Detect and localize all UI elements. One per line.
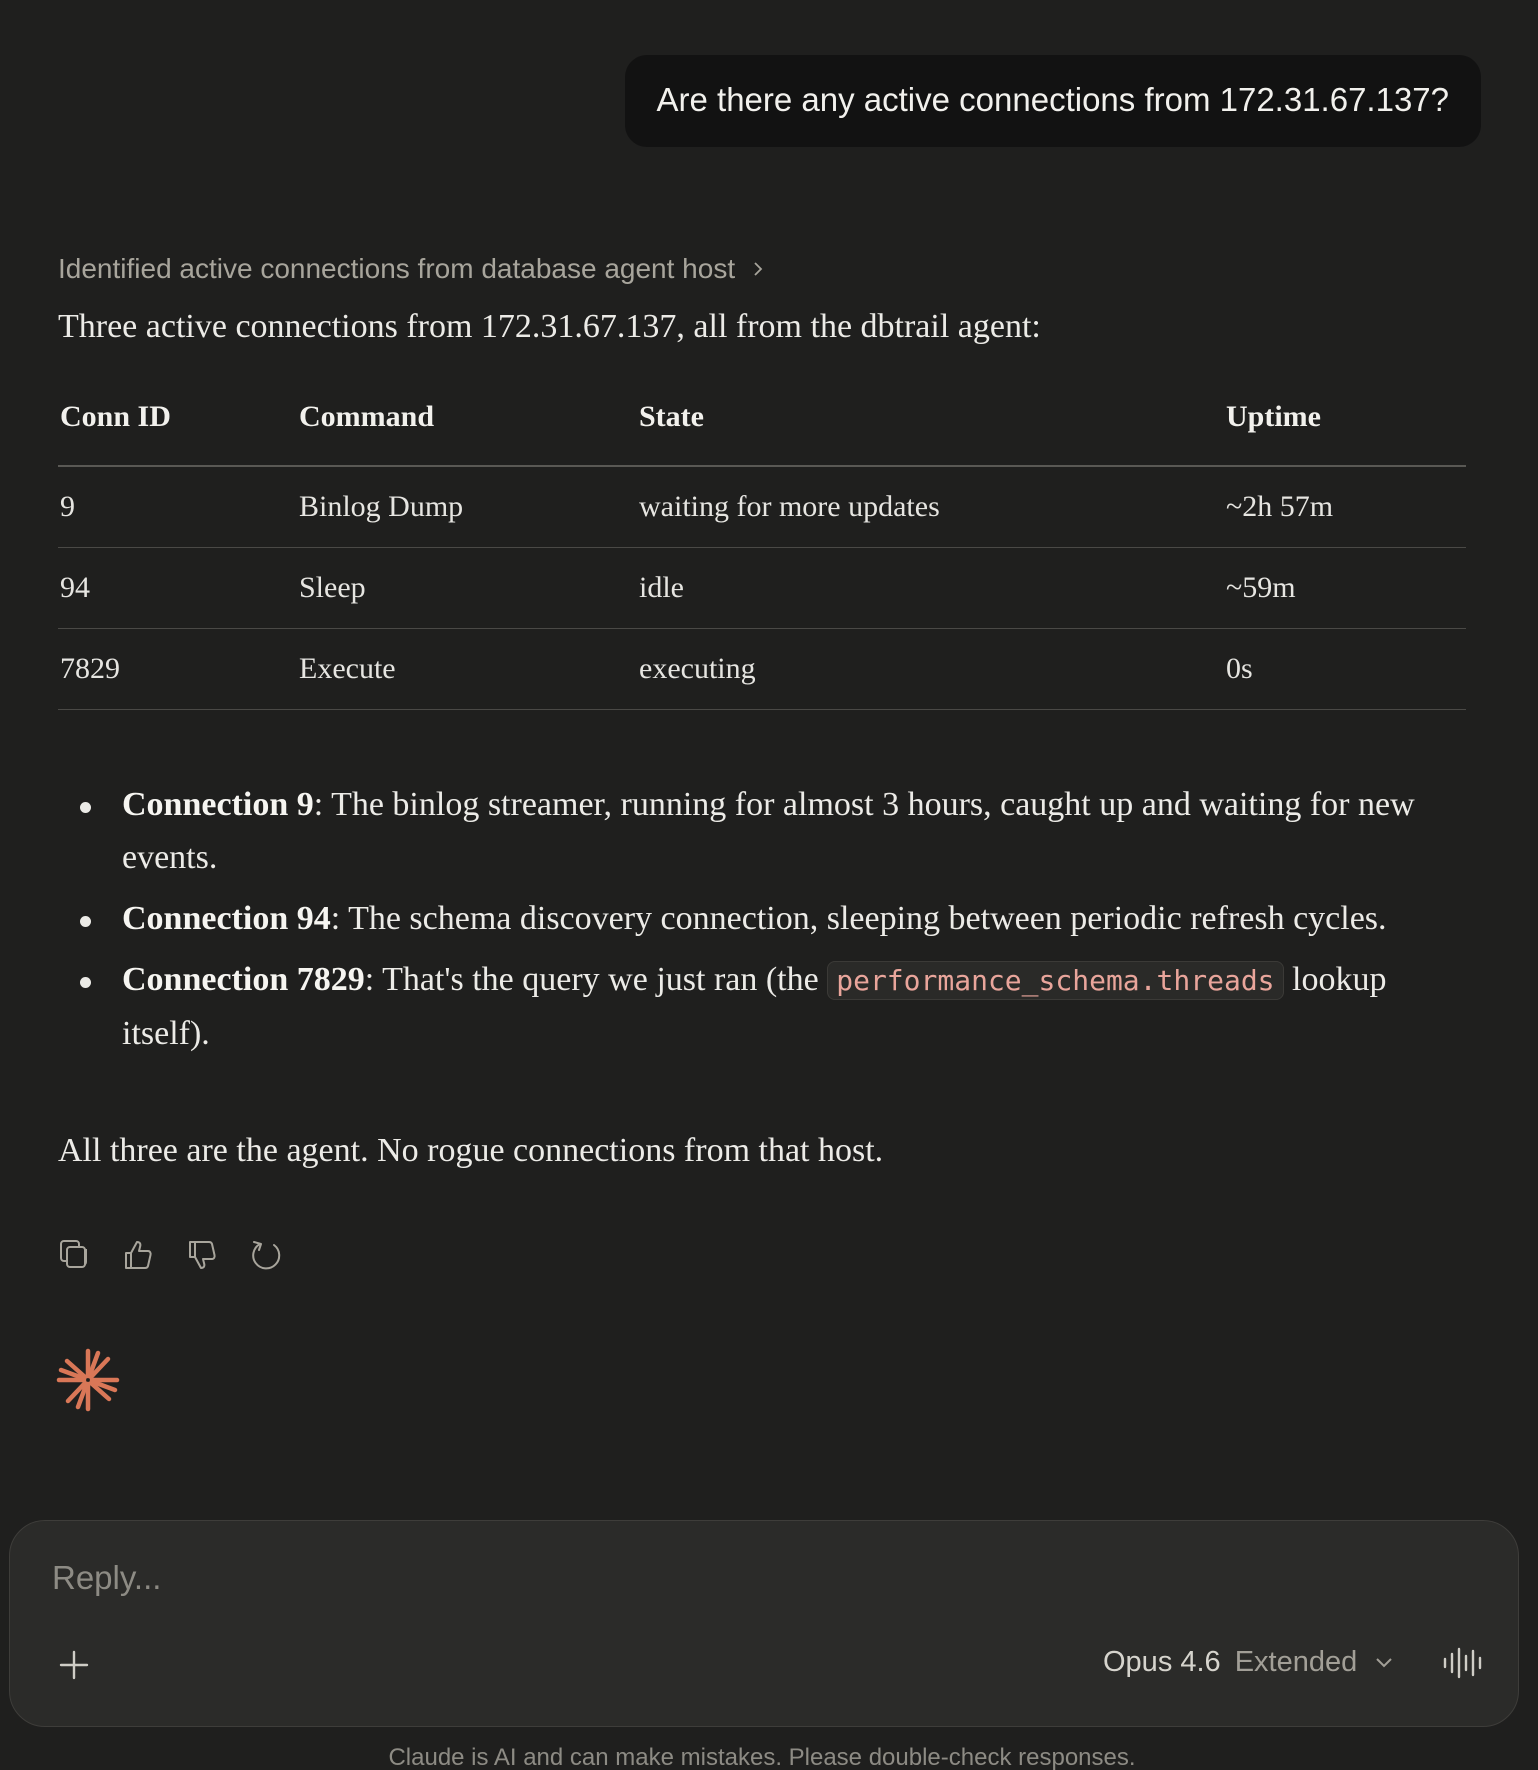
table-row: [58, 547, 1466, 628]
inline-code: performance_schema.threads: [827, 961, 1283, 1000]
reply-composer: [9, 1520, 1519, 1727]
connections-table: [58, 386, 1466, 710]
claude-spark-icon: [56, 1348, 120, 1412]
cell-conn-id: 7829: [58, 628, 299, 709]
model-name: Opus 4.6: [1103, 1646, 1221, 1678]
retry-icon[interactable]: [250, 1238, 282, 1272]
note-text: : The schema discovery connection, sleeping between periodic refresh cycles.: [330, 899, 1387, 937]
note-label: Connection 94: [122, 899, 331, 937]
cell-state: waiting for more updates: [639, 466, 1226, 547]
connection-notes-list: [58, 778, 1468, 1060]
copy-icon[interactable]: [58, 1238, 90, 1272]
cell-conn-id: 9: [58, 466, 299, 547]
thinking-summary-toggle[interactable]: [58, 250, 1468, 288]
cell-conn-id: 94: [58, 547, 299, 628]
thumbs-down-icon[interactable]: [186, 1238, 218, 1272]
cell-command: Execute: [299, 628, 639, 709]
cell-command: Sleep: [299, 547, 639, 628]
thinking-summary-text: Identified active connections from database agent host: [58, 253, 736, 284]
note-text: : The binlog streamer, running for almost 3 hours, caught up and waiting for new events.: [122, 785, 1415, 876]
table-row: [58, 466, 1466, 547]
voice-mode-icon[interactable]: [1442, 1645, 1486, 1681]
reply-input[interactable]: [52, 1559, 1252, 1597]
model-selector[interactable]: [1103, 1646, 1393, 1679]
cell-command: Binlog Dump: [299, 466, 639, 547]
list-item: [58, 778, 1458, 884]
message-actions: [58, 1238, 282, 1272]
cell-uptime: ~2h 57m: [1226, 466, 1466, 547]
note-label: Connection 9: [122, 785, 314, 823]
disclaimer-text: Claude is AI and can make mistakes. Please double-check responses.: [388, 1744, 1136, 1770]
table-row: [58, 628, 1466, 709]
response-intro: Three active connections from 172.31.67.137, all from the dbtrail agent:: [58, 308, 1041, 345]
cell-uptime: ~59m: [1226, 547, 1466, 628]
plus-icon[interactable]: [58, 1649, 90, 1681]
thumbs-up-icon[interactable]: [122, 1238, 154, 1272]
chevron-right-icon: [751, 262, 765, 276]
list-item: [58, 953, 1458, 1060]
header-state: State: [639, 386, 1226, 466]
assistant-message: [58, 250, 1468, 1170]
user-message-bubble: [625, 55, 1482, 147]
list-item: [58, 892, 1458, 945]
header-conn-id: Conn ID: [58, 386, 299, 466]
model-mode: Extended: [1234, 1646, 1358, 1678]
note-label: Connection 7829: [122, 960, 365, 998]
table-header-row: [58, 386, 1466, 466]
header-uptime: Uptime: [1226, 386, 1466, 466]
chevron-down-icon: [1375, 1657, 1393, 1669]
header-command: Command: [299, 386, 639, 466]
user-message-text: Are there any active connections from 172.31.67.137?: [656, 81, 1449, 118]
cell-uptime: 0s: [1226, 628, 1466, 709]
note-text: : That's the query we just ran (the: [364, 960, 828, 998]
cell-state: executing: [639, 628, 1226, 709]
response-summary: All three are the agent. No rogue connections from that host.: [58, 1131, 884, 1169]
note-text: lookup itself).: [122, 960, 1387, 1052]
cell-state: idle: [639, 547, 1226, 628]
